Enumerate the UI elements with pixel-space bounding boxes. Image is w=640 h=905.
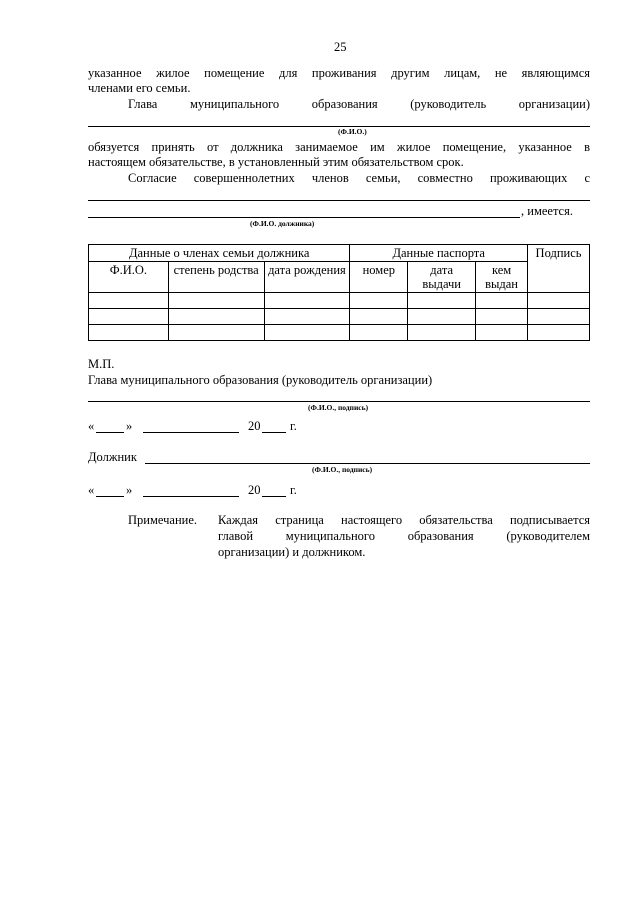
page-number: 25 — [334, 40, 347, 54]
note-line: организации) и должником. — [218, 545, 366, 559]
open-quote: « — [88, 483, 95, 497]
table-cell[interactable] — [528, 293, 590, 309]
table-header: степень родства — [168, 262, 264, 293]
table-cell[interactable] — [168, 293, 264, 309]
head-of-municipality-label: Глава муниципального образования (руководитель организации) — [128, 97, 590, 111]
year-prefix: 20 — [248, 419, 261, 433]
table-cell[interactable] — [350, 309, 408, 325]
table-cell[interactable] — [168, 309, 264, 325]
debtor-signature-line[interactable] — [145, 463, 590, 464]
consent-suffix: , имеется. — [521, 204, 573, 218]
paragraph-line: настоящем обязательстве, в установленный этим обязательством срок. — [88, 155, 464, 169]
table-cell[interactable] — [89, 309, 169, 325]
note-label: Примечание. — [128, 513, 198, 527]
year-suffix: г. — [290, 483, 297, 497]
year-field[interactable] — [262, 432, 286, 433]
table-cell[interactable] — [264, 293, 350, 309]
open-quote: « — [88, 419, 95, 433]
close-quote: » — [126, 483, 133, 497]
signature-line — [88, 401, 590, 402]
table-group-header: Данные о членах семьи должника — [89, 245, 350, 262]
table-cell[interactable] — [350, 293, 408, 309]
close-quote: » — [126, 419, 133, 433]
table-cell[interactable] — [89, 293, 169, 309]
table-cell[interactable] — [89, 325, 169, 341]
table-cell[interactable] — [408, 293, 476, 309]
head-signature-label: Глава муниципального образования (руководитель организации) — [88, 373, 433, 387]
paragraph-line: обязуется принять от должника занимаемое им жилое помещение, указанное в — [88, 140, 590, 154]
table-cell[interactable] — [476, 293, 528, 309]
table-cell[interactable] — [528, 309, 590, 325]
fio-signature-caption: (Ф.И.О., подпись) — [312, 465, 373, 474]
table-cell[interactable] — [264, 325, 350, 341]
table-header: номер — [350, 262, 408, 293]
blank-line — [88, 217, 520, 218]
table-header: дата рождения — [264, 262, 350, 293]
table-cell[interactable] — [476, 325, 528, 341]
fio-caption: (Ф.И.О.) — [338, 127, 367, 136]
table-header: кем выдан — [476, 262, 528, 293]
seal-place-label: М.П. — [88, 357, 115, 371]
note-line: главой муниципального образования (руководителем — [218, 529, 590, 543]
day-field[interactable] — [96, 496, 124, 497]
family-members-table — [88, 244, 590, 341]
table-group-header: Данные паспорта — [350, 245, 528, 262]
paragraph-line: членами его семьи. — [88, 81, 191, 95]
debtor-fio-caption: (Ф.И.О. должника) — [250, 219, 315, 228]
blank-line — [88, 200, 590, 201]
fio-signature-caption: (Ф.И.О., подпись) — [308, 403, 369, 412]
table-header: Ф.И.О. — [89, 262, 169, 293]
table-header: дата выдачи — [408, 262, 476, 293]
year-suffix: г. — [290, 419, 297, 433]
year-field[interactable] — [262, 496, 286, 497]
month-field[interactable] — [143, 496, 239, 497]
table-cell[interactable] — [528, 325, 590, 341]
table-row — [89, 293, 590, 309]
day-field[interactable] — [96, 432, 124, 433]
paragraph-line: указанное жилое помещение для проживания другим лицам, не являющимся — [88, 66, 590, 80]
table-cell[interactable] — [168, 325, 264, 341]
year-prefix: 20 — [248, 483, 261, 497]
table-cell[interactable] — [408, 325, 476, 341]
table-row — [89, 309, 590, 325]
consent-label: Согласие совершеннолетних членов семьи, совместно проживающих с — [128, 171, 590, 185]
table-cell[interactable] — [408, 309, 476, 325]
table-row — [89, 325, 590, 341]
table-cell[interactable] — [350, 325, 408, 341]
table-cell[interactable] — [476, 309, 528, 325]
note-line: Каждая страница настоящего обязательства подписывается — [218, 513, 590, 527]
table-header: Подпись — [528, 245, 590, 293]
table-cell[interactable] — [264, 309, 350, 325]
debtor-label: Должник — [88, 450, 137, 464]
month-field[interactable] — [143, 432, 239, 433]
